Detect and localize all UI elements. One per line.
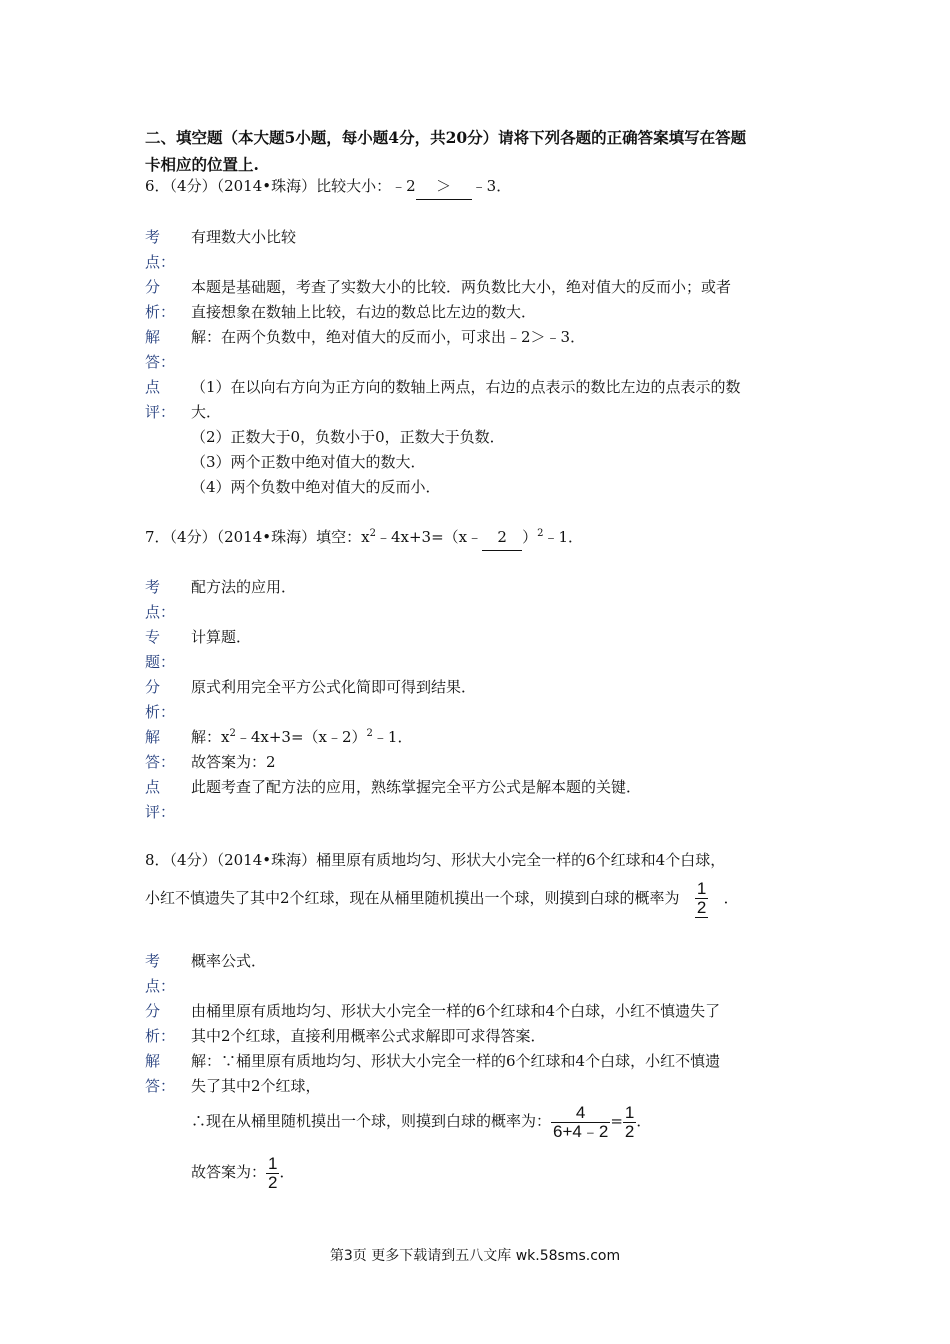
q6-dianping-line3: （2）正数大于0，负数小于0，正数大于负数． [191,428,505,446]
q7-zhuanti: 计算题． [191,628,252,646]
q8-jieda-line1: 解：∵桶里原有质地均匀、形状大小完全一样的6个红球和4个白球，小红不慎遗 [191,1052,721,1070]
q8-jieda-line4: 故答案为： $\frac{1}{2}$ ． [191,1153,295,1192]
q8-label-kaodian: 考 点： [145,952,176,995]
q6-stem-prefix: 6．（4分）（2014•珠海）比较大小：﹣2 [145,177,416,195]
q7-dianping: 此题考查了配方法的应用，熟练掌握完全平方公式是解本题的关键． [191,778,642,796]
q6-kaodian: 有理数大小比较 [191,228,297,246]
q8-label-jieda: 解 答： [145,1052,176,1095]
q6-label-dianping: 点 评： [145,378,176,421]
q6-stem [145,174,511,200]
q8-fenxi-line1: 由桶里原有质地均匀、形状大小完全一样的6个红球和4个白球，小红不慎遗失了 [191,1002,721,1020]
q8-jieda [191,1049,720,1099]
q8-answer: $\frac{1}{2}$ [696,879,707,917]
q7-jieda [191,725,412,775]
q8-jieda-line2: 失了其中2个红球， [191,1077,321,1095]
q6-fenxi-line2: 直接想象在数轴上比较，右边的数总比左边的数大． [191,303,537,321]
q8-label-fenxi: 分 析： [145,1002,176,1045]
page-footer: 第3页 更多下载请到五八文库 wk.58sms.com [329,1248,621,1264]
q6-jieda: 解：在两个负数中，绝对值大的反而小，可求出﹣2＞﹣3． [191,328,586,346]
q8-jieda-line3: ∴现在从桶里随机摸出一个球，则摸到白球的概率为： $\frac{4}{6+4﹣2}$ = $\frac{1}{2}$ ． [191,1102,652,1141]
q6-label-jieda: 解 答： [145,328,176,371]
q6-stem-suffix: ﹣3． [471,177,512,195]
q8-stem-line1: 8．（4分）（2014•珠海）桶里原有质地均匀、形状大小完全一样的6个红球和4个白球， [145,851,726,869]
section-header [145,124,746,178]
q6-dianping [191,375,741,500]
q7-label-fenxi: 分 析： [145,678,176,721]
q6-label-fenxi: 分 析： [145,278,176,321]
q8-stem-line2: 小红不慎遗失了其中2个红球，现在从桶里随机摸出一个球，则摸到白球的概率为 $\frac{1}{2}$ ． [145,879,739,917]
q6-dianping-line1: （1）在以向右方向为正方向的数轴上两点，右边的点表示的数比左边的点表示的数 [191,378,741,396]
q7-superscript: 2 [369,528,376,539]
q7-stem: 7．（4分）（2014•珠海）填空：$x^2﹣4x+3=(x﹣$ 2 ）$^2$﹣1． [145,525,583,551]
q7-jieda-line1: 解：$x^2﹣4x+3=(x﹣2)^2﹣1$． [191,728,413,746]
q7-kaodian: 配方法的应用． [191,578,297,596]
q8-fenxi-line2: 其中2个红球，直接利用概率公式求解即可求得答案． [191,1027,546,1045]
q7-label-kaodian: 考 点： [145,578,176,621]
q6-label-kaodian: 考 点： [145,228,176,271]
q7-answer: 2 [482,525,522,551]
q6-dianping-line2: 大． [191,403,222,421]
q7-label-jieda: 解 答： [145,728,176,771]
q7-label-zhuanti: 专 题： [145,628,176,671]
section-header-line2: 卡相应的位置上. [145,155,259,174]
q6-dianping-line4: （3）两个正数中绝对值大的数大． [191,453,426,471]
q7-jieda-line2: 故答案为：2 [191,753,276,771]
q7-label-dianping: 点 评： [145,778,176,821]
q6-fenxi-line1: 本题是基础题，考查了实数大小的比较．两负数比大小，绝对值大的反而小；或者 [191,278,732,296]
q7-fenxi: 原式利用完全平方公式化简即可得到结果． [191,678,477,696]
q6-fenxi [191,275,731,325]
section-header-line1: 二、填空题（本大题5小题，每小题4分，共20分）请将下列各题的正确答案填写在答题 [145,128,747,147]
q7-superscript-2: 2 [537,528,544,539]
q6-dianping-line5: （4）两个负数中绝对值大的反而小． [191,478,441,496]
q8-fenxi [191,999,720,1049]
q6-answer: ＞ [416,174,472,200]
q8-kaodian: 概率公式． [191,952,267,970]
